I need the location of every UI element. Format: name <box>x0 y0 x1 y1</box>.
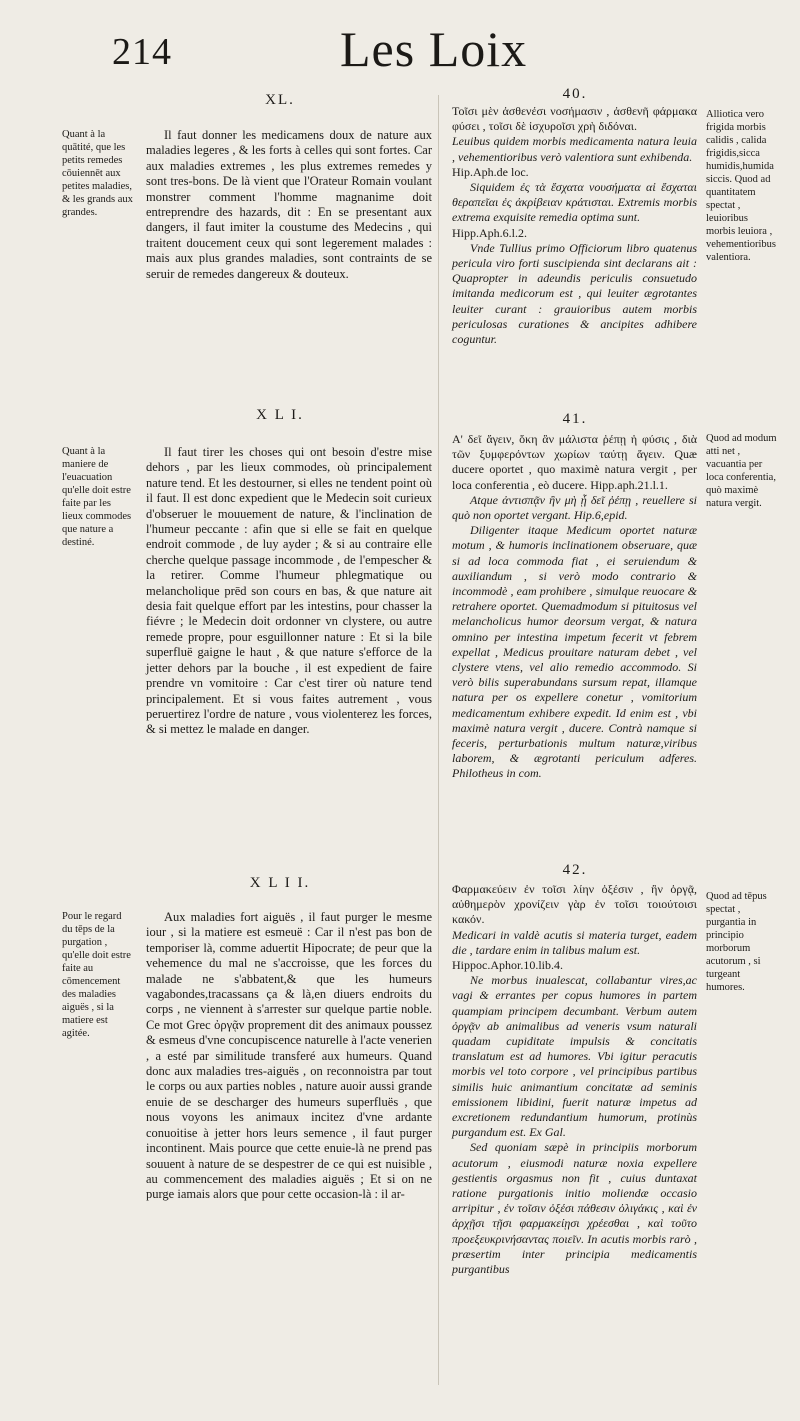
section-heading-42: 42. <box>562 862 588 878</box>
section-heading-40: 40. <box>562 86 588 102</box>
latin-text: Medicari in valdè acutis si materia turget, eadem die , tardare enim in talibus malum est. <box>452 927 697 957</box>
paragraph-xlii: Aux maladies fort aiguës , il faut purger le mesme iour , si la matiere est esmeuë : Car il n'est pas bon de temporiser là, comme aduertit Hipocrate; de peur que la vehemence du mal ne s'accroisse, que les forces du malade ne s'abbatent,& que les humeurs vagabondes,tracassans ça & là,en diuers endroits du corps , ne viennent à s'arrester sur quelque partie noble. Ce mot Grec ὀργᾷν proprement dit des animaux poussez & esmeus d'vne concupiscence naturelle à l'acte venerien , a esté par similitude transferé aux humeurs. Quand donc aux maladies tres-aiguës , on reconnoistra par tout le corps ou aux parties nobles , nature auoir aussi grande enuie de se descharger des humeurs superfluës , que nous voyons les animaux incitez d'vne ardante conuoitise à jetter hors leurs semence , il faut purger incontinent. Mais pource que cette enuie-là ne prend pas souuent à nature de se despestrer de ce qui est nuisible , au commencement des maladies aiguës ; Et si on ne purge iamais alors que pour cette occasion-là : il ar- <box>146 910 432 1202</box>
latin-text: Sed quoniam sæpè in principiis morborum acutorum , eiusmodi naturæ noxia expellere gestientis orgasmus non fit , cuius duntaxat ratione purgationis initio moliendæ occasio arripitur , ἐν τοῖσιν ὀξέσι πάθεσιν ὀλιγάκις , καὶ ἐν ἀρχῇσι τῇσι φαρμακείῃσι χρέεσθαι , καὶ τοῦτο προεξευκρινήσαντας ποιεῖν. In acutis morbis rarò , præsertim inter principia medicamentis purgantibus <box>452 1140 697 1277</box>
latin-block-41 <box>452 432 697 782</box>
latin-text: Siquidem ἐς τὰ ἔσχατα νουσήματα αἱ ἔσχαται θεραπεῖαι ἐς ἀκρίβειαν κράτισται. Extremis morbis extrema exquisite remedia optima sunt. <box>452 180 697 225</box>
margin-note-xli: Quant à la maniere de l'euacuation qu'elle doit estre faite par les lieux commodes que nature a destiné. <box>62 446 132 548</box>
page-number: 214 <box>112 31 172 73</box>
margin-note-41: Quod ad modum atti net , vacuantia per loca conferentia, quò maximè natura vergit. <box>706 433 777 509</box>
paragraph-xl: Il faut donner les medicamens doux de nature aux maladies legeres , & les forts à celles qui sont fortes. Car aux maladies extremes , les plus extremes remedes y sont tres-bons. De là vient que l'Orateur Romain voulant monstrer comment l'homme magnanime doit entreprendre des hazards, dit : En se presentant aux dangers, il faut imiter la coustume des Medecins , qui traitent doucement ceux qui sont legerement malades : mais aux plus grandes maladies, sont contraints de se seruir de remedes dangereux & douteux. <box>146 128 432 281</box>
greek-text: Φαρμακεύειν ἐν τοῖσι λίην ὀξέσιν , ἢν ὀργᾷ, αὐθημερὸν χρονίζειν γὰρ ἐν τοῖσι τοιούτοισι κακόν. <box>452 882 697 927</box>
running-title: Les Loix <box>340 21 528 77</box>
citation: Hipp.Aph.6.l.2. <box>452 225 527 240</box>
section-heading-xlii: X L I I. <box>249 875 311 891</box>
margin-note-xl: Quant à la quātité, que les petits remedes cōuiennēt aux petites maladies, & les grands aux grandes. <box>62 129 133 218</box>
greek-text: Α' δεῖ ἄγειν, ὅκη ἂν μάλιστα ῥέπῃ ἡ φύσις , διὰ τῶν ξυμφερόντων χωρίων ταύτῃ ἄγειν. Quæ ducere oportet , quo maximè natura vergit , per loca conferentia , eò ducere. Hipp.aph.21.l.1. <box>452 432 697 492</box>
citation: Hippoc.Aphor.10.lib.4. <box>452 958 563 973</box>
latin-text: Vnde Tullius primo Officiorum libro quatenus pericula viro forti suscipienda sint declarans ait : Quapropter in adeundis periculis consuetudo imitanda medicorum est , qui leuiter ægrotantes leuiter curant : grauioribus autem morbis periculosas curationes & ancipites adhibere coguntur. <box>452 240 697 347</box>
section-heading-xl: XL. <box>265 92 295 108</box>
paragraph-xli: Il faut tirer les choses qui ont besoin d'estre mise dehors , par les lieux commodes, où principalement nature tend. Et les destourner, si elles ne tendent point où il faut. Il est donc expedient que le Medecin soit curieux d'obseruer le mouuement de nature, & l'inclination de l'humeur peccante : afin que si elle se fait en quelque endroit commode , de luy ayder ; & si au contraire elle cherche quelque passage incommode , de l'empescher & la retirer. Comme l'humeur phlegmatique ou melancholique prēd son cours en bas, & que nature ait desia fait quelque effort par les intestins, pour chasser la fiévre ; le Medecin doit ordonner vn clystere, ou autre remede propre, pour esguillonner nature : Et si la bile superfluë gaigne le haut , & que nature s'efforce de la jetter dehors par la bouche , il est expedient de faire prendre vn vomitoire : Car c'est tirer où nature tend principalement. Et si vous faites autrement , vous peruertirez l'ordre de nature , vous violenterez les forces, & si mettez le malade en danger. <box>146 445 432 737</box>
column-divider <box>438 95 439 1385</box>
latin-block-42 <box>452 882 697 1277</box>
section-heading-41: 41. <box>562 411 588 427</box>
margin-note-xlii: Pour le regard du tēps de la purgation , qu'elle doit estre faite au cōmencement des maladies aiguës , si la matiere est agitée. <box>62 911 131 1039</box>
latin-text: Diligenter itaque Medicum oportet naturæ motum , & humoris inclinationem obseruare, quæ si ad loca commoda fiat , ei seruiendum & auxiliandum , si verò modo contrario & incommodè , eam prohibere , simulque reuocare & retrahere oportet. Quemadmodum si pituitosus vel melancholicus humor deorsum vergat, & natura omnino per intestina impetum fecerit vt febrem expellat , Medicus prouitare naturam debet , vel clystere vtens, vel alio remedio accommodo. Si verò bilis superabundans sursum repat, illamque natura per os expellere conetur , vomitorium medicamentum exhibere expedit. Id enim est , vbi maximè natura vergit , ducere. Contrà namque si feceris, perturbationis multum naturæ,viribus laborem, & ægrotanti periculum adferes. Philotheus in com. <box>452 523 697 781</box>
margin-note-42: Quod ad tēpus spectat , purgantia in principio morborum acutorum , si turgeant humores. <box>706 891 767 993</box>
latin-text: Ne morbus inualescat, collabantur vires,ac vagi & errantes per copus humores in partem quampiam principem decumbant. Verbum autem ὀργᾷν ab animalibus ad veneris vsum naturali quadam cupiditate impulsis & concitatis translatum est ad humores. Vbi igitur peracutis morbis vel toto corpore , vel principibus partibus similis huic animantium concitatæ ad seminis emissionem libidini, fuerit naturæ impetus ad excretionem redundantium humorum, protinùs purgandum est. Ex Gal. <box>452 973 697 1140</box>
latin-text: Atque ἀντισπᾷν ἢν μὴ ᾗ δεῖ ῥέπῃ , reuellere si quò non oportet vergant. Hip.6,epid. <box>452 492 697 523</box>
latin-text: Leuibus quidem morbis medicamenta natura leuia , vehementioribus verò valentiora sunt exhibenda. <box>452 134 697 164</box>
citation: Hip.Aph.de loc. <box>452 164 529 179</box>
margin-note-40: Alliotica vero frigida morbis calidis , calida frigidis,sicca humidis,humida siccis. Quod ad quantitatem spectat , leuioribus morbis leuiora , vehementioribus valentiora. <box>706 109 776 263</box>
greek-text: Τοῖσι μὲν ἀσθενέσι νοσήμασιν , ἀσθενῆ φάρμακα φύσει , τοῖσι δὲ ἰσχυροῖσι χρὴ διδόναι. <box>452 104 697 134</box>
latin-block-40 <box>452 104 697 347</box>
section-heading-xli: X L I. <box>256 407 304 423</box>
